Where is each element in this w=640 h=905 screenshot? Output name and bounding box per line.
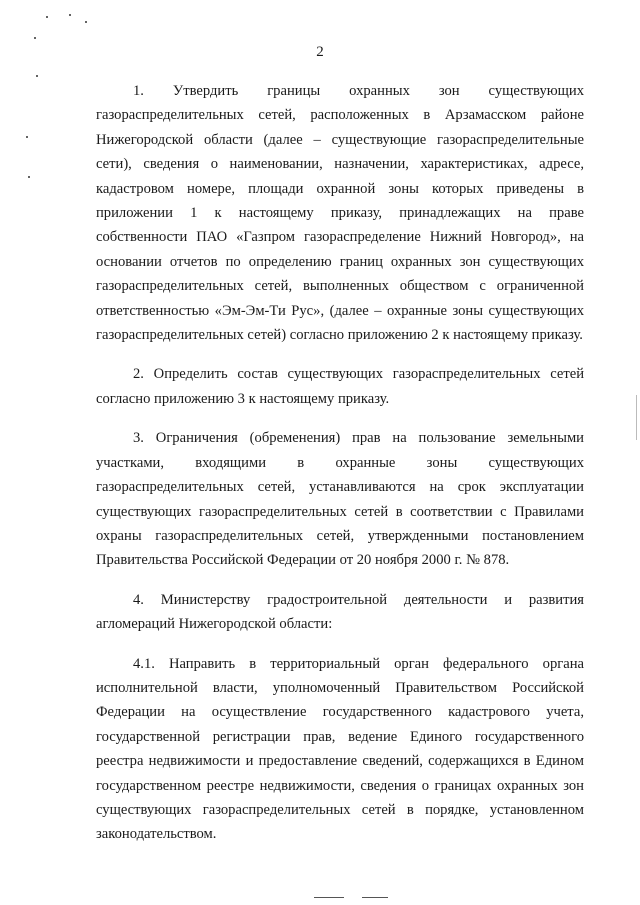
scan-speck — [28, 176, 30, 178]
paragraph-2: 2. Определить состав существующих газораспределительных сетей согласно приложению 3 к настоящему приказу. — [96, 366, 584, 407]
footer-mark-right — [362, 897, 388, 898]
scan-speck — [34, 37, 36, 39]
scan-speck — [46, 16, 48, 18]
paragraph-1: 1. Утвердить границы охранных зон существующих газораспределительных сетей, расположенных в Арзамасском районе Нижегородской области (далее – существующие газораспределительные сети), сведения о наименовании, назначении, характеристиках, адресе, кадастровом номере, площади охранной зоны которых приведены в приложении 1 к настоящему приказу, принадлежащих на праве собственности ПАО «Газпром газораспределение Нижний Новгород», на основании отчетов по определению границ охранных зон существующих газораспределительных сетей, выполненных обществом с ограниченной ответственностью «Эм-Эм-Ти Рус», (далее – охранные зоны существующих газораспределительных сетей) согласно приложению 2 к настоящему приказу. — [96, 83, 584, 344]
scan-speck — [85, 21, 87, 23]
paragraph-4: 4. Министерству градостроительной деятельности и развития агломераций Нижегородской области: — [96, 591, 584, 633]
footer-mark-left — [314, 897, 344, 898]
paragraph-4-1: 4.1. Направить в территориальный орган федерального органа исполнительной власти, уполномоченный Правительством Российской Федерации на осуществление государственного кадастрового учета, государственной регистрации прав, ведение Единого государственного реестра недвижимости и предоставление сведений, содержащихся в Едином государственном реестре недвижимости, сведения о границах охранных зон существующих газораспределительных сетей в порядке, установленном законодательством. — [96, 655, 584, 843]
document-body — [96, 79, 584, 862]
scan-speck — [26, 136, 28, 138]
scan-edge-line — [636, 395, 637, 440]
page-number: 2 — [316, 44, 324, 60]
paragraph-3: 3. Ограничения (обременения) прав на пользование земельными участками, входящими в охранные зоны существующих газораспределительных сетей, устанавливаются на срок эксплуатации существующих газораспределительных сетей в соответствии с Правилами охраны газораспределительных сетей, утвержденными постановлением Правительства Российской Федерации от 20 ноября 2000 г. № 878. — [96, 430, 584, 569]
scan-speck — [36, 75, 38, 77]
scan-speck — [69, 14, 71, 16]
